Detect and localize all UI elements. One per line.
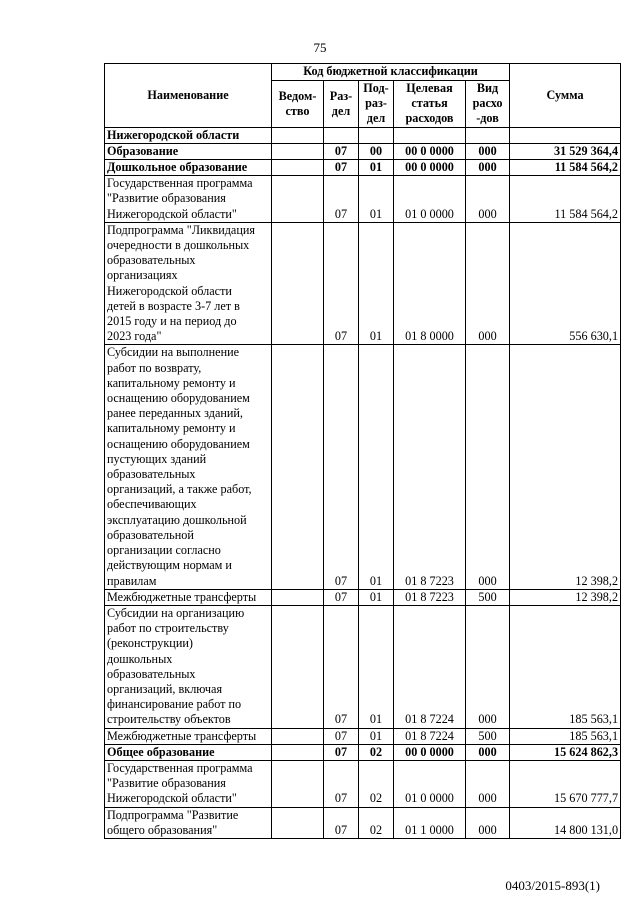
cell-razdel: 07 (324, 760, 359, 807)
cell-razdel: 07 (324, 222, 359, 345)
cell-razdel: 07 (324, 728, 359, 744)
cell-summa: 14 800 131,0 (510, 807, 621, 838)
table-row (105, 176, 621, 223)
cell-vid: 000 (466, 222, 510, 345)
table-row (105, 222, 621, 345)
table-row (105, 744, 621, 760)
header-summa: Сумма (510, 64, 621, 128)
header-razdel: Раз- дел (324, 81, 359, 128)
cell-vedomstvo (272, 160, 324, 176)
header-code-group: Код бюджетной классификации (272, 64, 510, 81)
cell-name: Субсидии на выполнение работ по возврату, капитальному ремонту и оснащению оборудованием ранее переданных зданий, капитальному ремонту и оснащению оборудованием пустующих зданий образовательных организаций, а также работ, обеспечивающих эксплуатацию дошкольной образовательной организации согласно действующим нормам и правилам (105, 345, 272, 589)
cell-celevaya (394, 127, 466, 143)
cell-vedomstvo (272, 222, 324, 345)
cell-vedomstvo (272, 760, 324, 807)
cell-vedomstvo (272, 744, 324, 760)
document-code: 0403/2015-893(1) (505, 878, 600, 893)
cell-podrazdel: 02 (359, 807, 394, 838)
table-row (105, 589, 621, 605)
cell-celevaya: 01 1 0000 (394, 807, 466, 838)
cell-vedomstvo (272, 589, 324, 605)
cell-summa: 12 398,2 (510, 345, 621, 589)
cell-podrazdel: 00 (359, 143, 394, 159)
cell-vid: 000 (466, 744, 510, 760)
cell-celevaya: 00 0 0000 (394, 160, 466, 176)
cell-razdel: 07 (324, 744, 359, 760)
header-celevaya: Целевая статья расходов (394, 81, 466, 128)
cell-summa: 11 584 564,2 (510, 160, 621, 176)
table-row (105, 807, 621, 838)
cell-celevaya: 01 8 7223 (394, 589, 466, 605)
cell-vid: 500 (466, 589, 510, 605)
cell-name: Межбюджетные трансферты (105, 589, 272, 605)
cell-podrazdel: 01 (359, 160, 394, 176)
table-row (105, 605, 621, 728)
cell-vid: 000 (466, 176, 510, 223)
cell-name: Межбюджетные трансферты (105, 728, 272, 744)
table-row (105, 160, 621, 176)
cell-celevaya: 01 0 0000 (394, 176, 466, 223)
table-row (105, 760, 621, 807)
cell-vedomstvo (272, 345, 324, 589)
cell-name: Подпрограмма "Ликвидация очередности в дошкольных образовательных организациях Нижегородской области детей в возрасте 3-7 лет в 2015 году и на период до 2023 года" (105, 222, 272, 345)
cell-razdel: 07 (324, 176, 359, 223)
cell-summa: 12 398,2 (510, 589, 621, 605)
cell-razdel: 07 (324, 143, 359, 159)
cell-name: Образование (105, 143, 272, 159)
cell-celevaya: 00 0 0000 (394, 143, 466, 159)
cell-podrazdel: 01 (359, 345, 394, 589)
cell-celevaya: 01 8 7224 (394, 728, 466, 744)
cell-name: Государственная программа "Развитие образования Нижегородской области" (105, 176, 272, 223)
cell-summa: 11 584 564,2 (510, 176, 621, 223)
table-row (105, 728, 621, 744)
cell-vid: 000 (466, 345, 510, 589)
cell-razdel (324, 127, 359, 143)
cell-vedomstvo (272, 605, 324, 728)
cell-razdel: 07 (324, 160, 359, 176)
cell-celevaya: 01 8 0000 (394, 222, 466, 345)
cell-podrazdel: 01 (359, 589, 394, 605)
header-podrazdel: Под- раз- дел (359, 81, 394, 128)
cell-celevaya: 00 0 0000 (394, 744, 466, 760)
cell-vedomstvo (272, 127, 324, 143)
header-vedomstvo: Ведом- ство (272, 81, 324, 128)
cell-name: Подпрограмма "Развитие общего образования" (105, 807, 272, 838)
cell-summa: 15 624 862,3 (510, 744, 621, 760)
cell-summa: 15 670 777,7 (510, 760, 621, 807)
cell-vid: 000 (466, 605, 510, 728)
table-row (105, 345, 621, 589)
cell-vid: 000 (466, 807, 510, 838)
cell-summa: 556 630,1 (510, 222, 621, 345)
cell-razdel: 07 (324, 605, 359, 728)
cell-celevaya: 01 8 7223 (394, 345, 466, 589)
cell-vedomstvo (272, 143, 324, 159)
cell-name: Государственная программа "Развитие образования Нижегородской области" (105, 760, 272, 807)
cell-podrazdel: 01 (359, 728, 394, 744)
cell-vid: 000 (466, 760, 510, 807)
budget-table (104, 63, 621, 839)
cell-podrazdel (359, 127, 394, 143)
cell-summa: 185 563,1 (510, 728, 621, 744)
cell-vid: 000 (466, 143, 510, 159)
cell-vid: 500 (466, 728, 510, 744)
cell-podrazdel: 02 (359, 760, 394, 807)
cell-summa: 31 529 364,4 (510, 143, 621, 159)
cell-name: Общее образование (105, 744, 272, 760)
cell-celevaya: 01 8 7224 (394, 605, 466, 728)
header-name: Наименование (105, 64, 272, 128)
cell-celevaya: 01 0 0000 (394, 760, 466, 807)
cell-vedomstvo (272, 807, 324, 838)
cell-summa: 185 563,1 (510, 605, 621, 728)
cell-vid (466, 127, 510, 143)
header-vid: Вид расхо -дов (466, 81, 510, 128)
cell-podrazdel: 02 (359, 744, 394, 760)
cell-vedomstvo (272, 728, 324, 744)
cell-summa (510, 127, 621, 143)
cell-name: Дошкольное образование (105, 160, 272, 176)
table-row (105, 127, 621, 143)
cell-razdel: 07 (324, 589, 359, 605)
cell-podrazdel: 01 (359, 222, 394, 345)
cell-vedomstvo (272, 176, 324, 223)
table-body (105, 127, 621, 838)
cell-razdel: 07 (324, 345, 359, 589)
cell-name: Нижегородской области (105, 127, 272, 143)
page-number: 75 (313, 40, 327, 55)
table-row (105, 143, 621, 159)
cell-podrazdel: 01 (359, 605, 394, 728)
cell-vid: 000 (466, 160, 510, 176)
cell-razdel: 07 (324, 807, 359, 838)
cell-name: Субсидии на организацию работ по строительству (реконструкции) дошкольных образовательных организаций, включая финансирование работ по строительству объектов (105, 605, 272, 728)
cell-podrazdel: 01 (359, 176, 394, 223)
